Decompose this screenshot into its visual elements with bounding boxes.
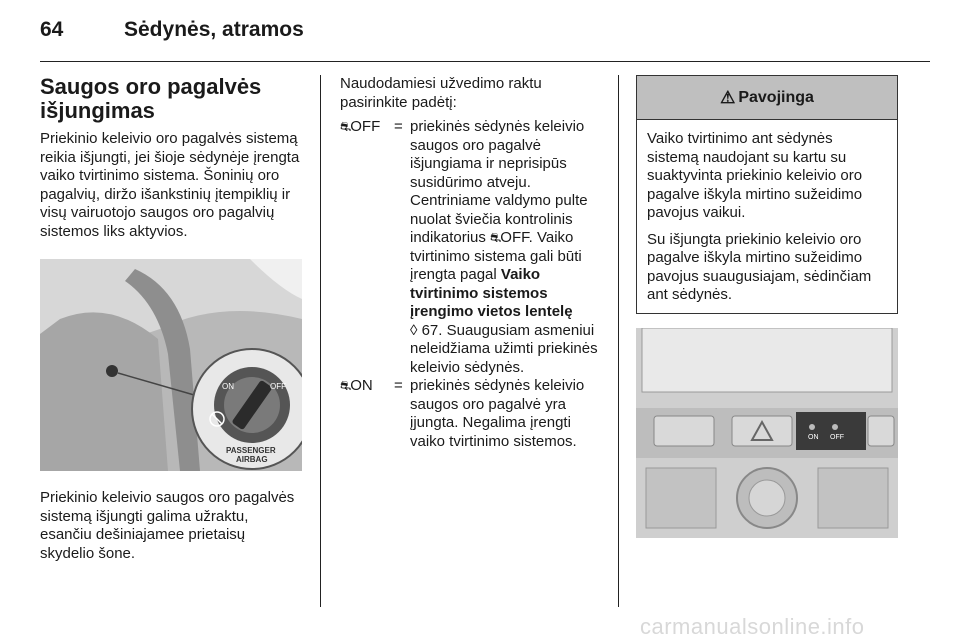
position-definitions [340, 118, 602, 451]
switch-off-label: OFF [270, 382, 286, 391]
panel-on-label: ON [808, 433, 819, 441]
column-divider-2 [618, 75, 619, 607]
console-indicator-photo [636, 328, 898, 538]
definition-off [340, 118, 602, 377]
column-left [40, 75, 302, 563]
child-seat-table-link[interactable]: Vaiko tvirtinimo sistemos įrengimo vietos lentelę [410, 266, 573, 320]
section-title: Saugos oro pagalvės išjungimas [40, 74, 262, 123]
term-off: OFF [350, 118, 381, 135]
warning-title: Pavojinga [738, 88, 814, 106]
term-on: ON [350, 377, 373, 394]
column2-lead: Naudodamiesi užvedimo raktu pasirinkite padėtį: [340, 75, 542, 111]
airbag-label: AIRBAG [236, 455, 268, 464]
center-console-illustration [636, 328, 898, 538]
airbag-switch-photo [40, 259, 302, 471]
definition-off-text: priekinės sėdynės keleivio saugos oro pagalvė išjungiama ir neprisipūs susidūrimo atveju. Centriniame valdymo pulte nuolat šviečia kontrolinis indikatorius ⛐OFF. Vaiko tvirtinimo sistema gali būti įrengta pagal Vaiko tvirtinimo sistemos įrengimo vietos lentelę ◊ 67. Suaugusiam asmeniui neleidžiama užimti priekinės keleivio sėdynės. [410, 118, 598, 376]
column-right [636, 75, 898, 538]
warning-paragraph-2: Su išjungta priekinio keleivio oro pagalve iškyla mirtino sužeidimo pavojus suaugusiajam, sėdinčiam ant sėdynės. [647, 230, 872, 303]
warning-triangle-icon: ⚠ [720, 87, 736, 107]
equals-sign: = [394, 118, 403, 135]
equals-sign: = [394, 377, 403, 394]
warning-body [637, 120, 897, 313]
column-divider-1 [320, 75, 321, 607]
intro-paragraph: Priekinio keleivio oro pagalvės sistemą reikia išjungti, jei šioje sėdynėje įrengta vaiko tvirtinimo sistema. Šoninių oro pagalvių, diržo išankstinių įtempiklių ir visų vairuotojo saugos oro pagalvių sistemos liks aktyvios. [40, 130, 300, 240]
page-number: 64 [40, 18, 64, 41]
indicator-off-icon: ⛐ [490, 230, 501, 245]
definition-on-text: priekinės sėdynės keleivio saugos oro pagalvė yra įjungta. Negalima įrengti vaiko tvirtinimo sistemos. [410, 377, 585, 450]
warning-header [637, 76, 897, 120]
seat-airbag-on-icon: ⛐ [340, 378, 351, 393]
warning-paragraph-1: Vaiko tvirtinimo ant sėdynės sistemą naudojant su kartu su suaktyvinta priekinio keleivio oro pagalve iškyla mirtino sužeidimo pavojus vaikui. [647, 130, 863, 221]
page-ref[interactable]: 67 [417, 321, 439, 339]
seat-airbag-off-icon: ⛐ [340, 119, 351, 134]
page-ref-arrow-icon: ◊ [410, 321, 418, 339]
column-middle [340, 75, 602, 451]
warning-box [636, 75, 898, 314]
watermark: carmanualsonline.info [640, 614, 865, 639]
chapter-title: Sėdynės, atramos [124, 18, 304, 41]
passenger-label: PASSENGER [226, 446, 276, 455]
switch-on-label: ON [222, 382, 234, 391]
definition-on [340, 377, 602, 451]
panel-off-label: OFF [830, 433, 844, 441]
photo-caption: Priekinio keleivio saugos oro pagalvės sistemą išjungti galima užraktu, esančiu dešiniajamee prietaisų skydelio šone. [40, 489, 295, 562]
page-header [40, 16, 930, 62]
airbag-switch-illustration [40, 259, 302, 471]
